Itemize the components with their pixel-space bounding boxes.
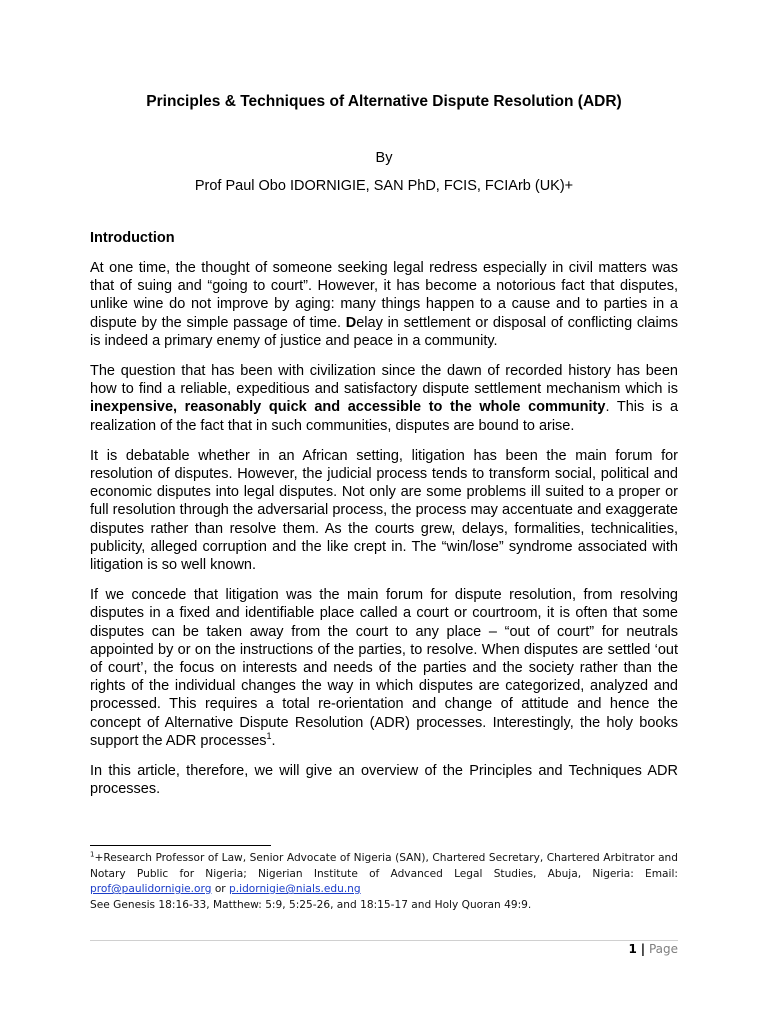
footnote-marker-1: 1	[90, 850, 95, 859]
footnote-ref-1[interactable]: 1	[266, 731, 272, 742]
email-link-2[interactable]: p.idornigie@nials.edu.ng	[229, 883, 361, 895]
email-link-1[interactable]: prof@paulidornigie.org	[90, 883, 212, 895]
page-footer	[629, 942, 678, 956]
p1-text: At one time, the thought of someone seeking legal redress especially in civil matters was that of suing and “going to court”. However, it has become a notorious fact that disputes, unlike wine do not improve by aging: many things happen to a cause and to parties in a dispute by the simple passage of time.	[90, 260, 678, 331]
p2-text-a: The question that has been with civilization since the dawn of recorded history has been how to find a reliable, expeditious and satisfactory dispute settlement mechanism which is	[90, 363, 678, 398]
p1-rest: elay in settlement or disposal of conflicting claims is indeed a primary enemy of justice and peace in a community.	[90, 314, 679, 349]
page-label: Page	[648, 942, 678, 956]
p1-dropcap: D	[345, 314, 357, 331]
body-text	[90, 259, 678, 810]
footnote-1-text: +Research Professor of Law, Senior Advocate of Nigeria (SAN), Chartered Secretary, Chartered Arbitrator and Notary Public for Nigeria; Nigerian Institute of Advanced Legal Studies, Abuja, Nigeria: Email:	[90, 852, 678, 880]
paragraph-3: It is debatable whether in an African setting, litigation has been the main forum for resolution of disputes. However, the judicial process tends to transform social, political and economic disputes into legal disputes. Not only are some problems ill suited to a proper or full resolution through the adversarial process, the process may accentuate and exaggerate disputes rather than resolve them. As the courts grew, delays, formalities, technicalities, publicity, alleged corruption and the like crept in. The “win/lose” syndrome associated with litigation is so well known.	[90, 447, 678, 574]
paragraph-1	[90, 259, 678, 350]
footnote-or: or	[214, 883, 226, 895]
footnotes	[90, 851, 678, 913]
footnote-2: See Genesis 18:16-33, Matthew: 5:9, 5:25-26, and 18:15-17 and Holy Quoran 49:9.	[90, 898, 532, 911]
byline: By	[375, 150, 393, 166]
paragraph-4	[90, 586, 678, 750]
p4-text: If we concede that litigation was the main forum for dispute resolution, from resolving disputes in a fixed and identifiable place called a court or courtroom, it is often that some disputes can be taken away from the court to any place – “out of court” for neutrals appointed by or on the instructions of the parties, to resolve. When disputes are settled ‘out of court’, the focus on interests and needs of the parties and the society rather than the rights of the individual changes the way in which disputes are categorized, analyzed and processed. This requires a total re-orientation and change of attitude and hence the concept of Alternative Dispute Resolution (ADR) processes. Interestingly, the holy books support the ADR processes	[90, 587, 678, 749]
document-title: Principles & Techniques of Alternative Dispute Resolution (ADR)	[146, 93, 622, 110]
page-separator: |	[640, 942, 646, 956]
footer-divider	[90, 940, 678, 941]
paragraph-2	[90, 362, 678, 435]
p2-text-b: . This is a realization of the fact that in such communities, disputes are bound to arise.	[90, 399, 679, 434]
author-line: Prof Paul Obo IDORNIGIE, SAN PhD, FCIS, FCIArb (UK)+	[194, 178, 574, 194]
section-heading-introduction: Introduction	[90, 230, 175, 246]
p4-end: .	[271, 732, 276, 749]
paragraph-5: In this article, therefore, we will give an overview of the Principles and Techniques ADR processes.	[90, 763, 678, 798]
page-number: 1	[628, 942, 637, 956]
footnote-1	[90, 851, 678, 898]
p2-bold: inexpensive, reasonably quick and accessible to the whole community	[90, 399, 606, 416]
footnote-separator	[90, 845, 271, 846]
